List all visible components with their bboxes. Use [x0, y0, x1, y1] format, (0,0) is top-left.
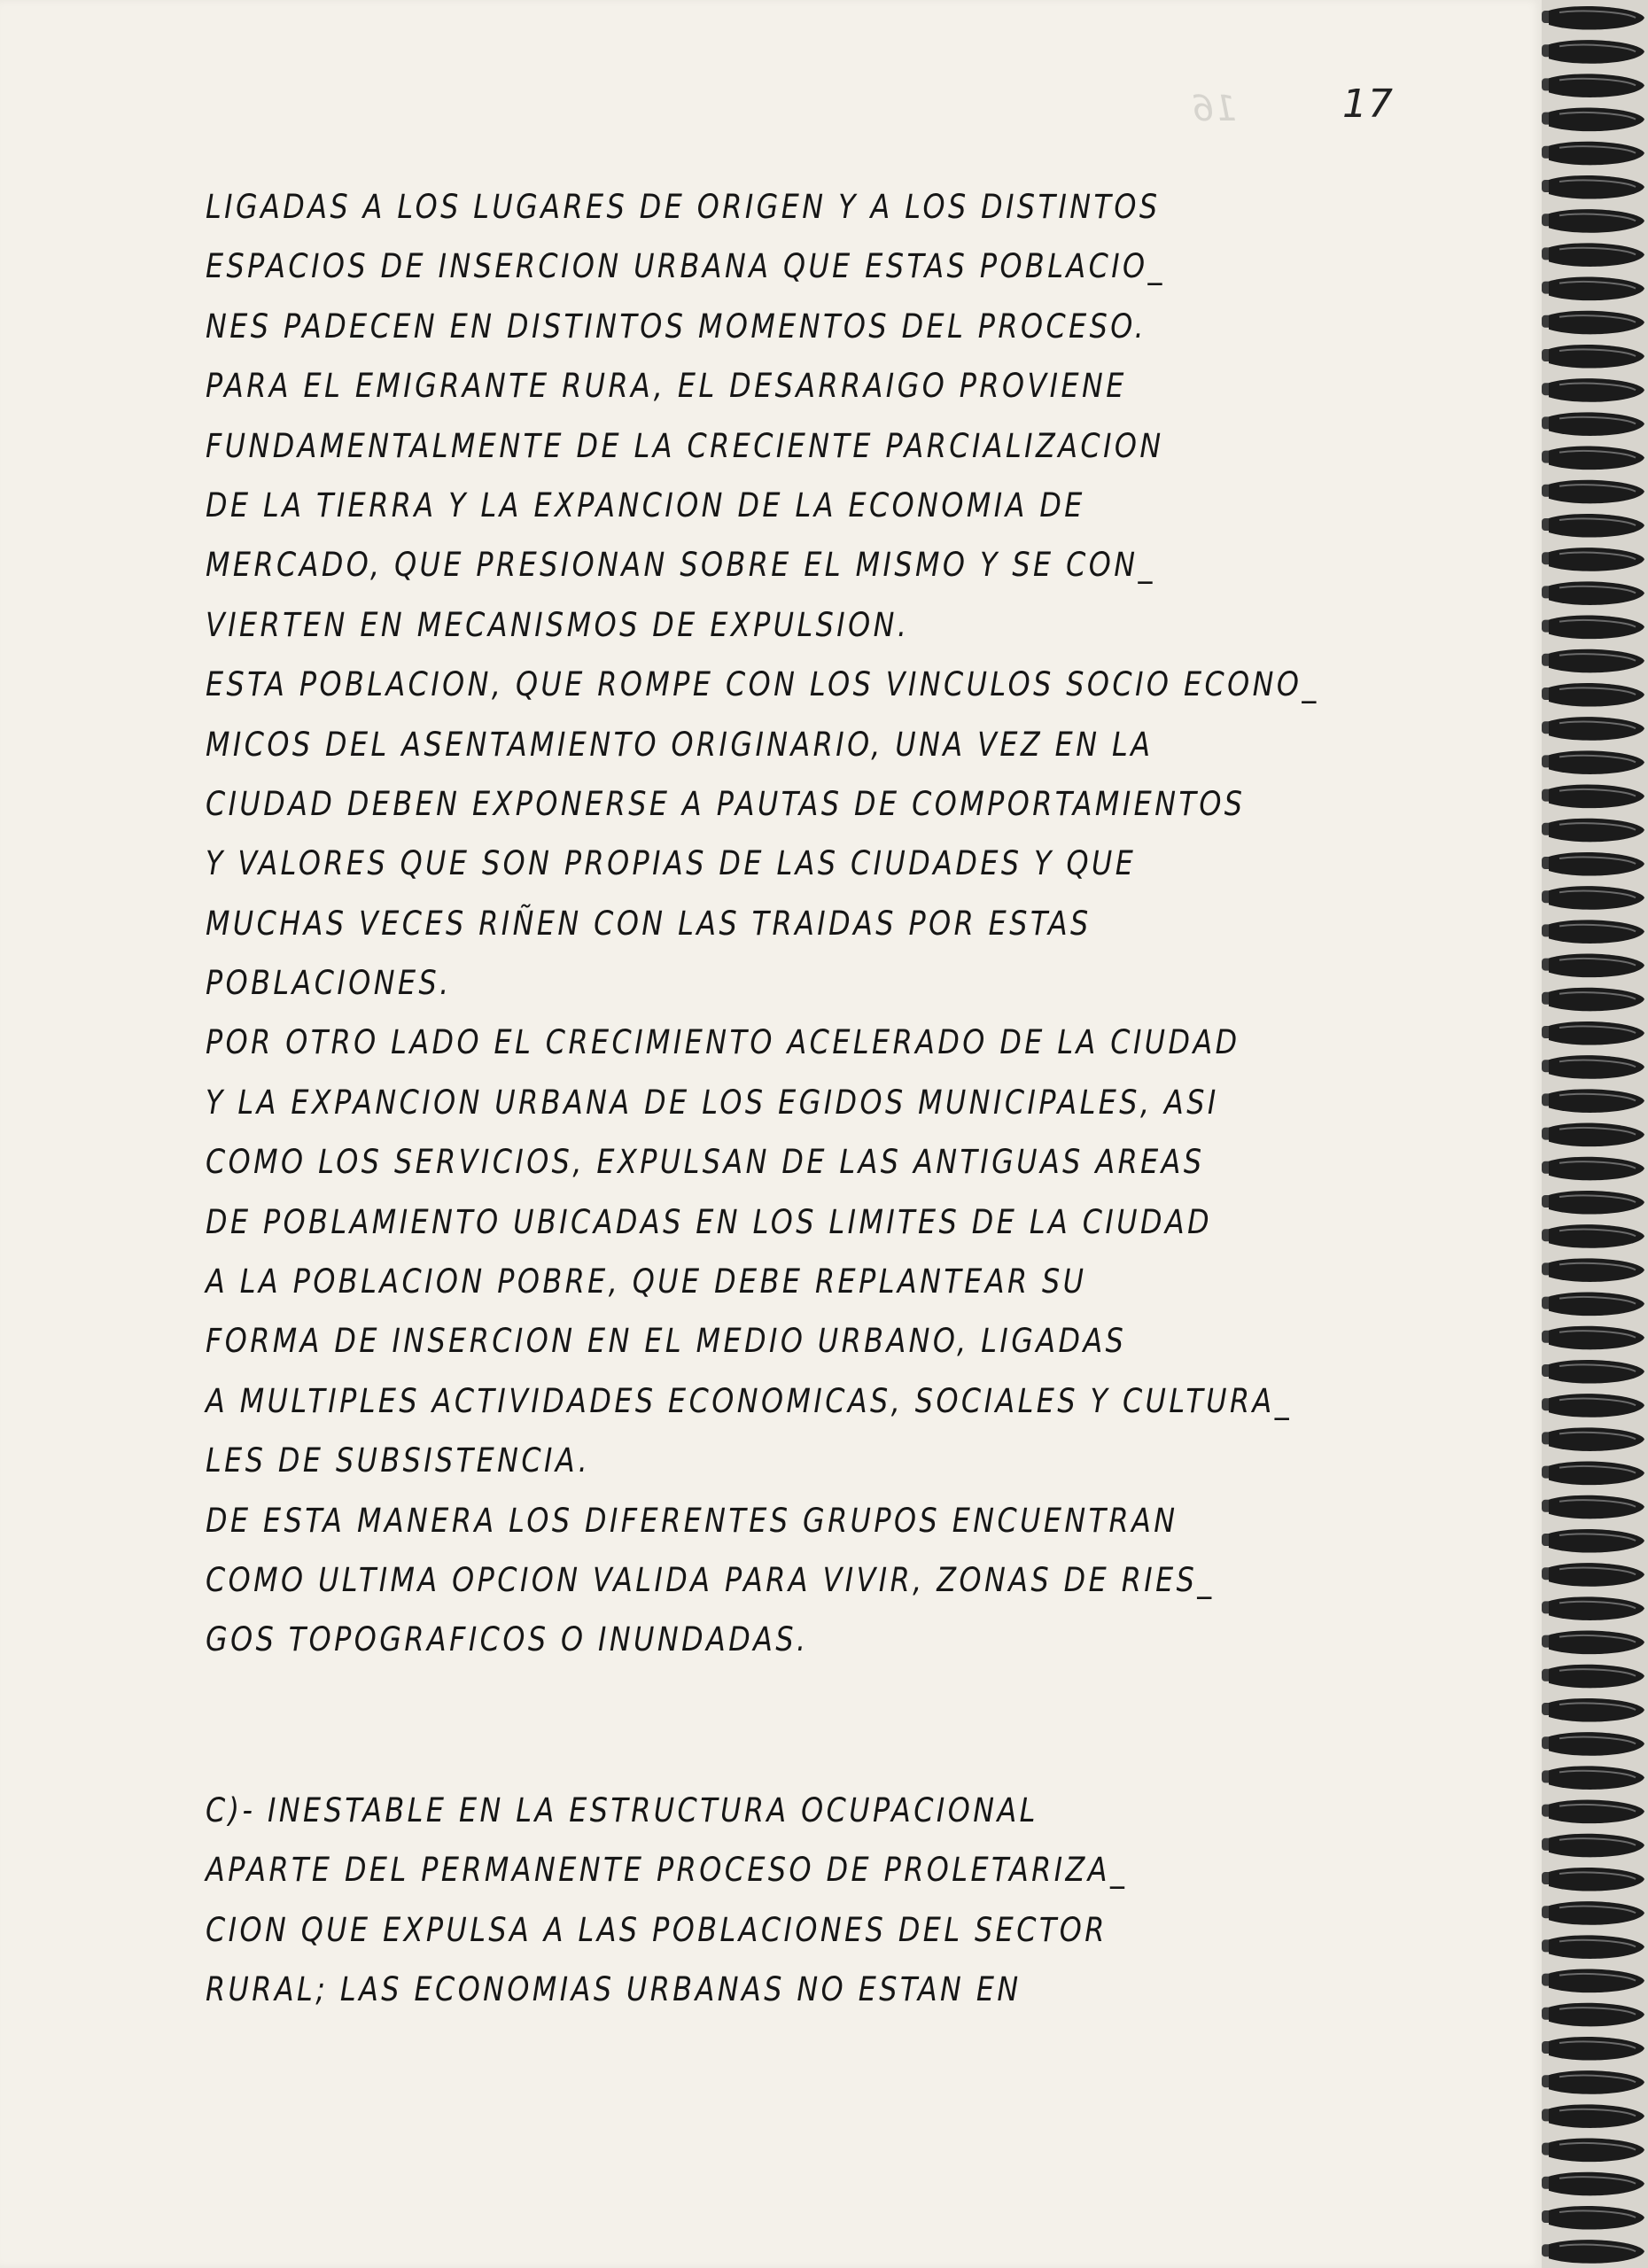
coil-loop [1549, 2139, 1644, 2163]
coil-loop [1549, 480, 1644, 504]
text-line: FUNDAMENTALMENTE DE LA CRECIENTE PARCIALIZACION [206, 426, 1164, 465]
coil-loop [1549, 1868, 1644, 1891]
coil-loop [1549, 1969, 1644, 1993]
coil-loop [1549, 2104, 1644, 2128]
text-line: MUCHAS VECES RIÑEN CON LAS TRAIDAS POR ESTAS [206, 904, 1092, 943]
coil-loop [1549, 1834, 1644, 1858]
coil-loop [1549, 1157, 1644, 1181]
text-line: MERCADO, QUE PRESIONAN SOBRE EL MISMO Y SE CON_ [206, 546, 1155, 585]
coil-loop [1549, 1732, 1644, 1756]
coil-loop [1549, 1360, 1644, 1384]
coil-loop [1549, 886, 1644, 910]
coil-loop [1549, 717, 1644, 741]
text-line: APARTE DEL PERMANENTE PROCESO DE PROLETARIZA_ [206, 1851, 1128, 1890]
text-line: A LA POBLACION POBRE, QUE DEBE REPLANTEAR SU [206, 1262, 1087, 1301]
coil-loop [1549, 2206, 1644, 2230]
coil-loop [1549, 616, 1644, 640]
coil-loop [1549, 920, 1644, 944]
text-line: ESTA POBLACION, QUE ROMPE CON LOS VINCULOS SOCIO ECONO_ [206, 665, 1319, 704]
coil-loop [1549, 447, 1644, 470]
coil-loop [1549, 2037, 1644, 2061]
section-heading: C)- INESTABLE EN LA ESTRUCTURA OCUPACIONAL [206, 1791, 1038, 1829]
text-line: CIUDAD DEBEN EXPONERSE A PAUTAS DE COMPORTAMIENTOS [206, 784, 1246, 823]
coil-loop [1549, 581, 1644, 605]
text-line: LES DE SUBSISTENCIA. [206, 1441, 591, 1480]
coil-loop [1549, 108, 1644, 132]
text-line: NES PADECEN EN DISTINTOS MOMENTOS DEL PROCESO. [206, 307, 1147, 346]
coil-loop [1549, 277, 1644, 301]
text-line: POBLACIONES. [206, 964, 452, 1003]
coil-loop [1549, 785, 1644, 809]
text-line: DE LA TIERRA Y LA EXPANCION DE LA ECONOMIA DE [206, 485, 1085, 524]
coil-loop [1549, 74, 1644, 97]
coil-loop [1549, 954, 1644, 978]
text-line: DE ESTA MANERA LOS DIFERENTES GRUPOS ENCUENTRAN [206, 1501, 1178, 1540]
coil-loop [1549, 1665, 1644, 1689]
coil-loop [1549, 1258, 1644, 1282]
coil-loop [1549, 412, 1644, 436]
coil-loop [1549, 311, 1644, 335]
coil-loop [1549, 1191, 1644, 1215]
text-line: CION QUE EXPULSA A LAS POBLACIONES DEL SECTOR [206, 1910, 1108, 1949]
text-line: ESPACIOS DE INSERCION URBANA QUE ESTAS POBLACIO_ [206, 247, 1165, 286]
text-line: DE POBLAMIENTO UBICADAS EN LOS LIMITES DE LA CIUDAD [206, 1202, 1213, 1241]
coil-loop [1549, 378, 1644, 402]
page-number: 17 [1342, 82, 1394, 127]
coil-loop [1549, 750, 1644, 774]
coil-loop [1549, 345, 1644, 369]
coil-loop [1549, 1901, 1644, 1925]
coil-loop [1549, 1021, 1644, 1045]
coil-loop [1549, 683, 1644, 707]
coil-loop [1549, 649, 1644, 673]
coil-loop [1549, 1089, 1644, 1113]
coil-loop [1549, 2003, 1644, 2027]
coil-loop [1549, 40, 1644, 64]
text-line: MICOS DEL ASENTAMIENTO ORIGINARIO, UNA VEZ EN LA [206, 725, 1154, 764]
text-line: PARA EL EMIGRANTE RURA, EL DESARRAIGO PROVIENE [206, 367, 1127, 406]
text-line: FORMA DE INSERCION EN EL MEDIO URBANO, LIGADAS [206, 1322, 1127, 1361]
coil-loop [1549, 1326, 1644, 1350]
coil-loop [1549, 548, 1644, 571]
coil-loop [1549, 1055, 1644, 1079]
coil-loop [1549, 1224, 1644, 1248]
text-line: GOS TOPOGRAFICOS O INUNDADAS. [206, 1620, 809, 1659]
text-line: VIERTEN EN MECANISMOS DE EXPULSION. [206, 605, 910, 644]
coil-loop [1549, 2240, 1644, 2264]
bleed-through-page-number: 16 [1192, 89, 1237, 129]
text-line: COMO ULTIMA OPCION VALIDA PARA VIVIR, ZONAS DE RIES_ [206, 1560, 1215, 1599]
coil-loop [1549, 1596, 1644, 1620]
coil-loop [1549, 1123, 1644, 1147]
section-c [206, 1781, 1535, 2020]
coil-loop [1549, 514, 1644, 538]
coil-loop [1549, 988, 1644, 1012]
coil-loop [1549, 1427, 1644, 1451]
text-line: A MULTIPLES ACTIVIDADES ECONOMICAS, SOCIALES Y CULTURA_ [206, 1381, 1293, 1420]
text-line: RURAL; LAS ECONOMIAS URBANAS NO ESTAN EN [206, 1970, 1022, 2009]
coil-loop [1549, 852, 1644, 876]
coil-loop [1549, 1800, 1644, 1824]
coil-loop [1549, 2070, 1644, 2094]
coil-loop [1549, 243, 1644, 267]
coil-loop [1549, 175, 1644, 199]
text-line: Y LA EXPANCION URBANA DE LOS EGIDOS MUNICIPALES, ASI [206, 1083, 1219, 1122]
coil-loop [1549, 6, 1644, 30]
spiral-binding [1542, 0, 1648, 2268]
coil-loop [1549, 1495, 1644, 1519]
coil-loop [1549, 1698, 1644, 1722]
text-line: POR OTRO LADO EL CRECIMIENTO ACELERADO DE LA CIUDAD [206, 1023, 1240, 1062]
coil-loop [1549, 1935, 1644, 1959]
coil-loop [1549, 1563, 1644, 1587]
coil-loop [1549, 1631, 1644, 1655]
spiral-coil [1542, 0, 1648, 2268]
coil-loop [1549, 142, 1644, 166]
coil-loop [1549, 819, 1644, 843]
coil-loop [1549, 1462, 1644, 1486]
coil-loop [1549, 2172, 1644, 2196]
text-line: LIGADAS A LOS LUGARES DE ORIGEN Y A LOS DISTINTOS [206, 188, 1161, 226]
coil-loop [1549, 1394, 1644, 1418]
coil-loop [1549, 1529, 1644, 1553]
coil-loop [1549, 1293, 1644, 1317]
text-line: COMO LOS SERVICIOS, EXPULSAN DE LAS ANTIGUAS AREAS [206, 1143, 1205, 1182]
text-line: Y VALORES QUE SON PROPIAS DE LAS CIUDADES Y QUE [206, 844, 1137, 883]
coil-loop [1549, 209, 1644, 233]
handwritten-paragraph [206, 177, 1535, 1670]
coil-loop [1549, 1766, 1644, 1790]
